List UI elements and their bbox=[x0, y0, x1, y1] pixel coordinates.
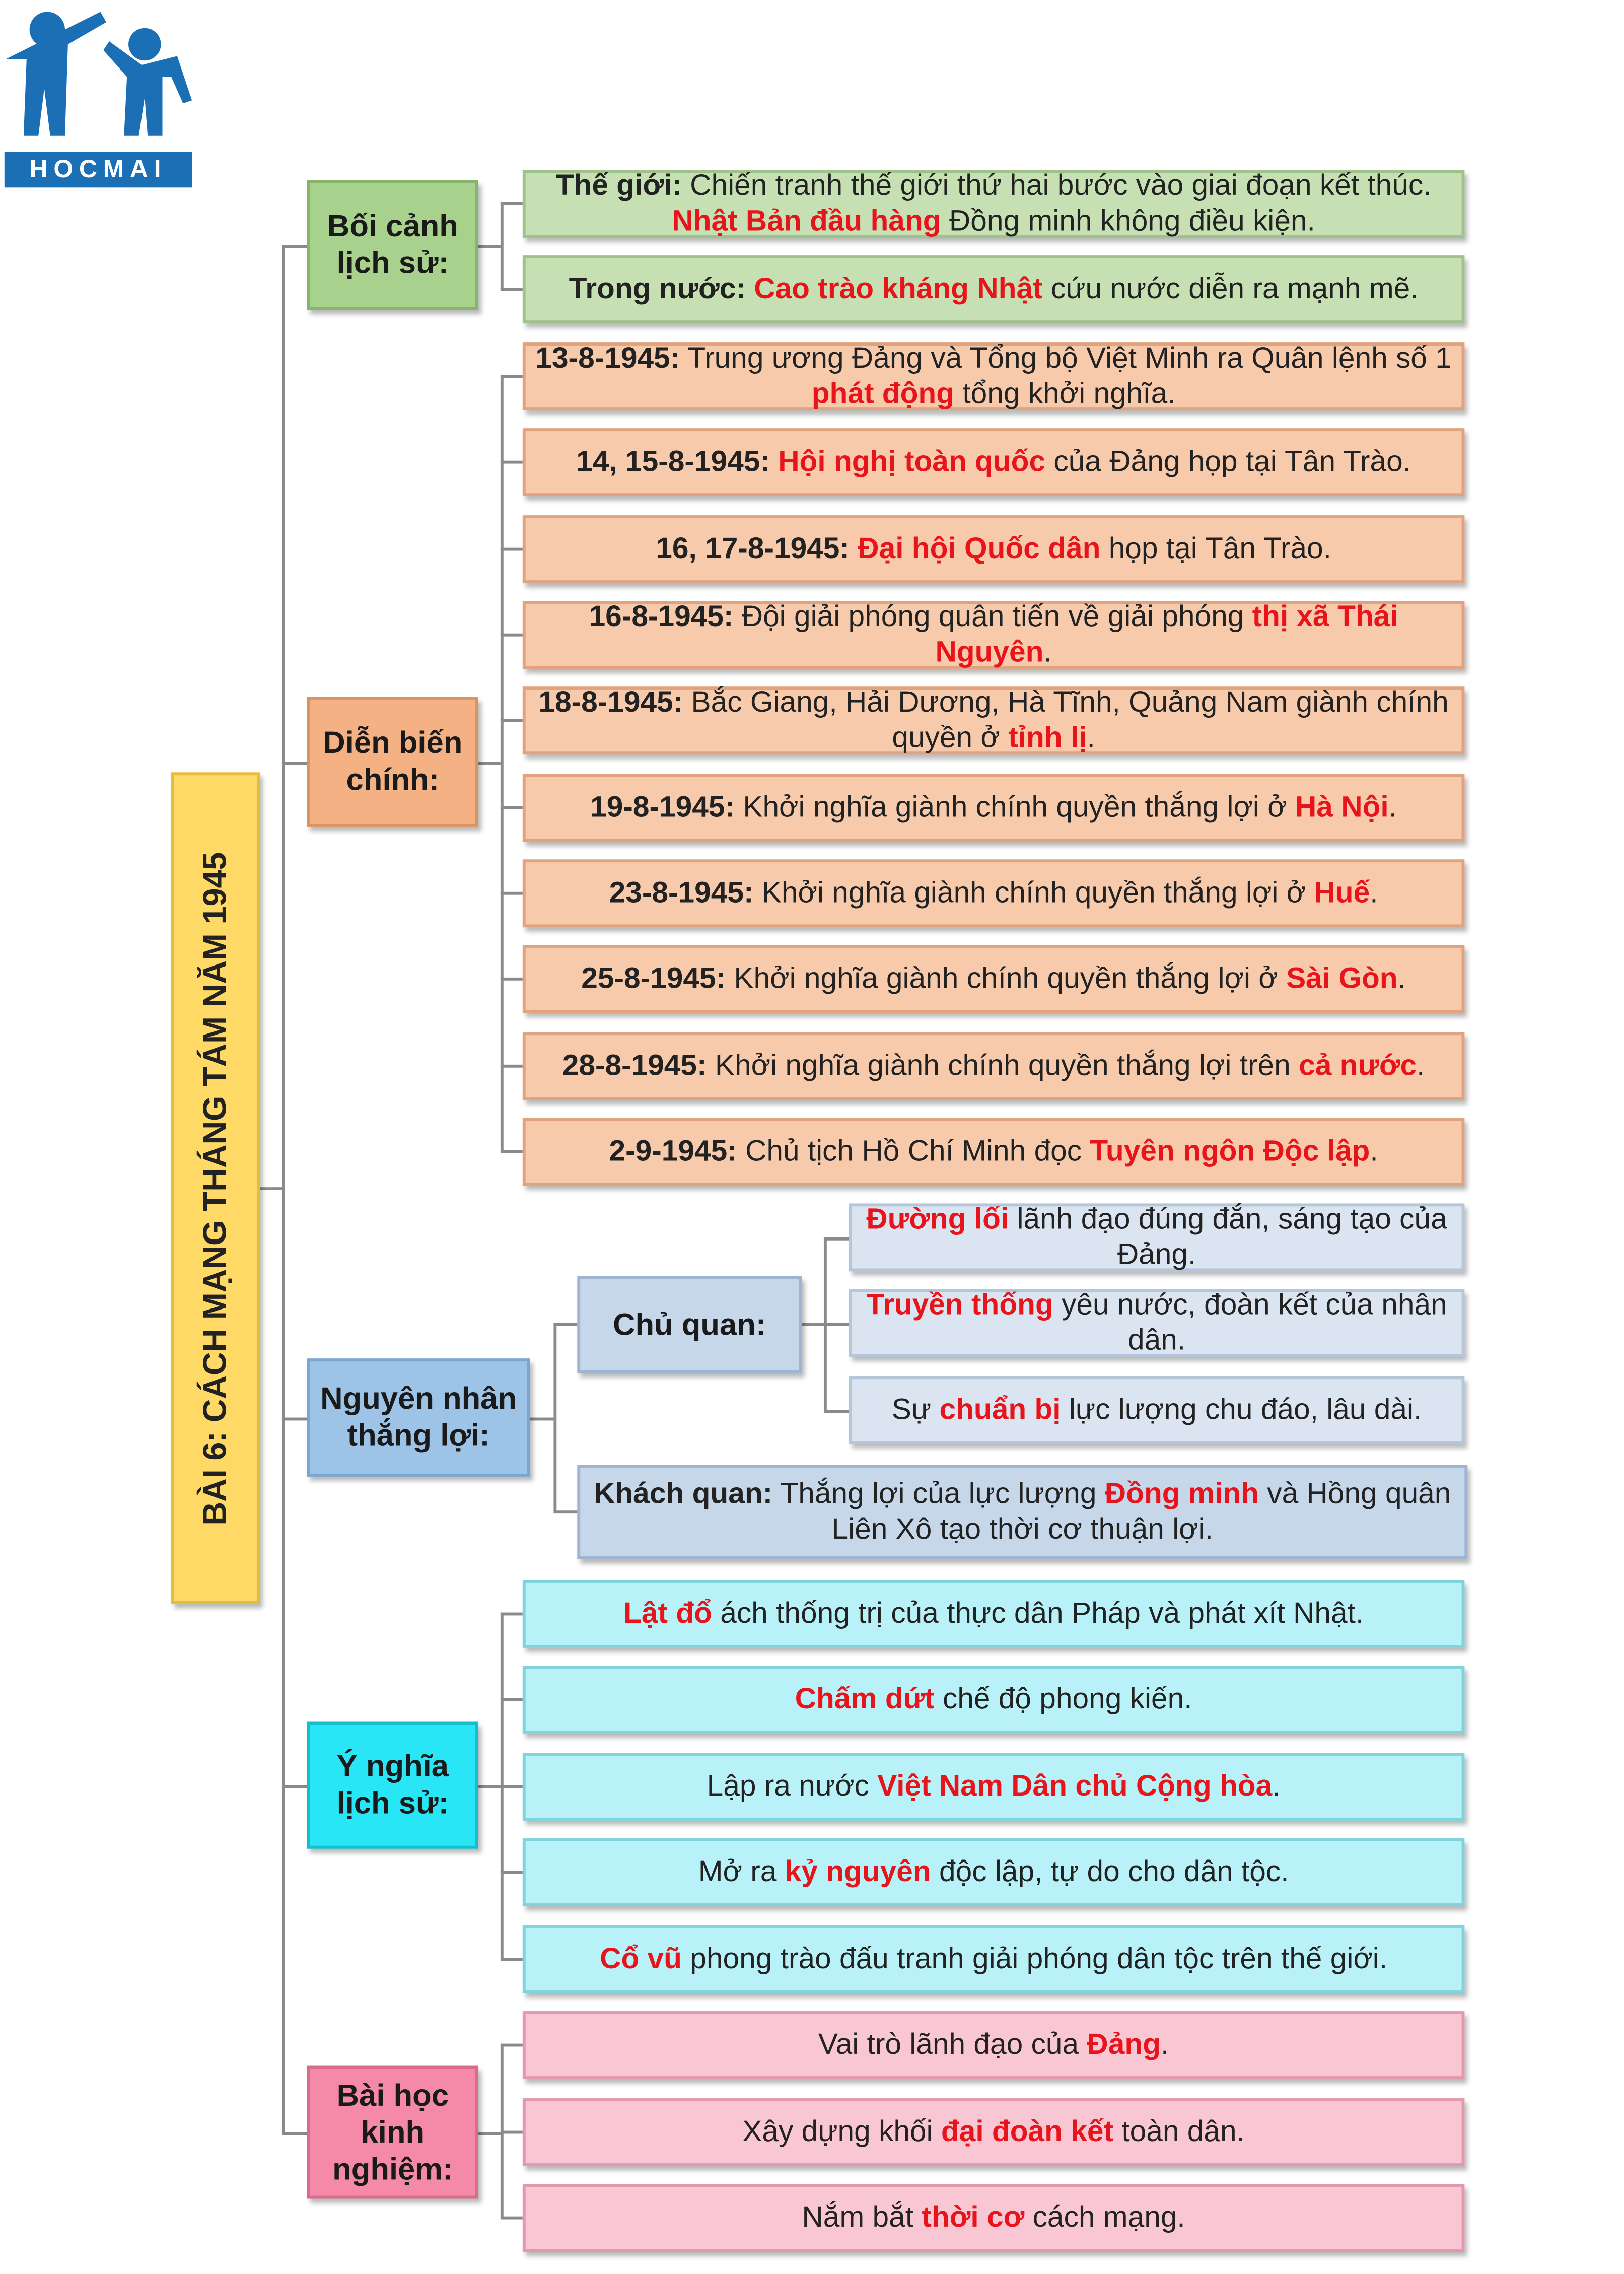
connector bbox=[478, 245, 501, 248]
connector bbox=[501, 1065, 523, 1068]
connector bbox=[501, 202, 504, 290]
significance-item: Mở ra kỷ nguyên độc lập, tự do cho dân tộc. bbox=[523, 1838, 1465, 1906]
logo-text: HOCMAI bbox=[5, 152, 192, 187]
connector bbox=[824, 1410, 849, 1413]
connector bbox=[282, 245, 285, 2135]
subjective-item: Đường lối lãnh đạo đúng đắn, sáng tạo của Đảng. bbox=[849, 1203, 1465, 1271]
two-people-logo-icon bbox=[0, 0, 199, 154]
event-item: 16-8-1945: Đội giải phóng quân tiến về giải phóng thị xã Thái Nguyên. bbox=[523, 601, 1465, 669]
subjective-item: Truyền thống yêu nước, đoàn kết của nhân dân. bbox=[849, 1289, 1465, 1357]
event-item: 13-8-1945: Trung ương Đảng và Tổng bộ Việt Minh ra Quân lệnh số 1 phát động tổng khởi nghĩa. bbox=[523, 342, 1465, 410]
category-dien-bien: Diễn biến chính: bbox=[307, 697, 478, 827]
lesson-item: Nắm bắt thời cơ cách mạng. bbox=[523, 2184, 1465, 2252]
connector bbox=[501, 1785, 523, 1788]
connector bbox=[501, 892, 523, 895]
connector bbox=[282, 762, 307, 765]
connector bbox=[824, 1237, 849, 1241]
connector bbox=[501, 1698, 523, 1701]
connector bbox=[501, 548, 523, 551]
lesson-item: Vai trò lãnh đạo của Đảng. bbox=[523, 2011, 1465, 2079]
connector bbox=[501, 375, 523, 378]
connector bbox=[501, 2217, 523, 2220]
connector bbox=[501, 202, 523, 205]
lesson-title-box bbox=[171, 772, 260, 1604]
event-item: 18-8-1945: Bắc Giang, Hải Dương, Hà Tĩnh, Quảng Nam giành chính quyền ở tỉnh lị. bbox=[523, 686, 1465, 754]
context-item: Thế giới: Chiến tranh thế giới thứ hai bước vào giai đoạn kết thúc. Nhật Bản đầu hàng Đồng minh không điều kiện. bbox=[523, 170, 1465, 238]
significance-item: Lập ra nước Việt Nam Dân chủ Cộng hòa. bbox=[523, 1753, 1465, 1821]
connector bbox=[501, 978, 523, 981]
connector bbox=[501, 288, 523, 291]
lesson-item: Xây dựng khối đại đoàn kết toàn dân. bbox=[523, 2098, 1465, 2166]
category-nguyen-nhan: Nguyên nhân thắng lợi: bbox=[307, 1358, 530, 1477]
significance-item: Lật đổ ách thống trị của thực dân Pháp và phát xít Nhật. bbox=[523, 1580, 1465, 1648]
event-item: 28-8-1945: Khởi nghĩa giành chính quyền thắng lợi trên cả nước. bbox=[523, 1032, 1465, 1100]
connector bbox=[501, 634, 523, 637]
category-boi-canh: Bối cảnh lịch sử: bbox=[307, 180, 478, 310]
connector bbox=[260, 1187, 282, 1190]
event-item: 16, 17-8-1945: Đại hội Quốc dân họp tại Tân Trào. bbox=[523, 515, 1465, 583]
category-bai-hoc: Bài học kinh nghiệm: bbox=[307, 2066, 478, 2199]
connector bbox=[501, 1958, 523, 1961]
objective-box: Khách quan: Thắng lợi của lực lượng Đồng minh và Hồng quân Liên Xô tạo thời cơ thuận lợi. bbox=[577, 1465, 1467, 1559]
connector bbox=[530, 1418, 554, 1421]
connector bbox=[553, 1323, 577, 1326]
connector bbox=[478, 2132, 501, 2135]
connector bbox=[501, 2044, 523, 2047]
connector bbox=[282, 1418, 307, 1421]
event-item: 25-8-1945: Khởi nghĩa giành chính quyền thắng lợi ở Sài Gòn. bbox=[523, 945, 1465, 1013]
connector bbox=[501, 2131, 523, 2134]
connector bbox=[501, 806, 523, 809]
connector bbox=[282, 1785, 307, 1788]
connector bbox=[501, 1613, 523, 1616]
connector bbox=[501, 1150, 523, 1153]
connector bbox=[501, 375, 504, 1152]
connector bbox=[824, 1323, 849, 1326]
connector bbox=[501, 461, 523, 464]
connector bbox=[501, 719, 523, 722]
event-item: 19-8-1945: Khởi nghĩa giành chính quyền thắng lợi ở Hà Nội. bbox=[523, 774, 1465, 842]
connector bbox=[478, 1785, 501, 1788]
connector bbox=[282, 2132, 307, 2135]
hocmai-logo bbox=[0, 0, 199, 192]
event-item: 23-8-1945: Khởi nghĩa giành chính quyền thắng lợi ở Huế. bbox=[523, 859, 1465, 927]
connector bbox=[478, 762, 501, 765]
event-item: 2-9-1945: Chủ tịch Hồ Chí Minh đọc Tuyên ngôn Độc lập. bbox=[523, 1118, 1465, 1186]
context-item: Trong nước: Cao trào kháng Nhật cứu nước diễn ra mạnh mẽ. bbox=[523, 255, 1465, 323]
connector bbox=[282, 245, 307, 248]
connector bbox=[553, 1323, 556, 1512]
lesson-title: BÀI 6: CÁCH MẠNG THÁNG TÁM NĂM 1945 bbox=[196, 851, 234, 1525]
subjective-item: Sự chuẩn bị lực lượng chu đáo, lâu dài. bbox=[849, 1376, 1465, 1444]
significance-item: Cổ vũ phong trào đấu tranh giải phóng dân tộc trên thế giới. bbox=[523, 1925, 1465, 1993]
significance-item: Chấm dứt chế độ phong kiến. bbox=[523, 1666, 1465, 1734]
connector bbox=[501, 1871, 523, 1874]
category-y-nghia: Ý nghĩa lịch sử: bbox=[307, 1722, 478, 1849]
event-item: 14, 15-8-1945: Hội nghị toàn quốc của Đảng họp tại Tân Trào. bbox=[523, 428, 1465, 496]
connector bbox=[553, 1510, 577, 1513]
connector bbox=[802, 1323, 824, 1326]
subjective-box: Chủ quan: bbox=[577, 1276, 802, 1373]
